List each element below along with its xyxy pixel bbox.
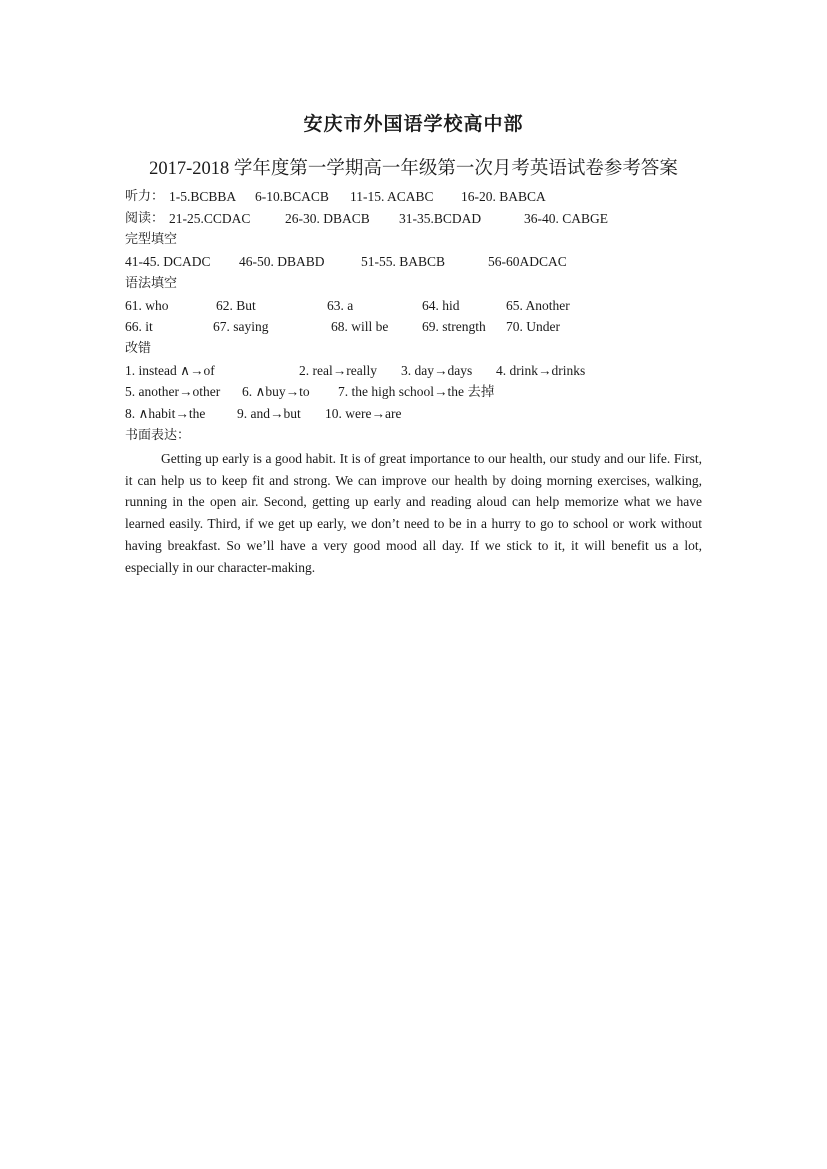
answer-group: 31-35.BCDAD (399, 211, 482, 226)
grammar-label: 语法填空 (125, 276, 178, 291)
correction-item: 2. real→really (299, 363, 377, 378)
answer-group: 41-45. DCADC (125, 254, 211, 269)
cloze-label: 完型填空 (125, 232, 178, 247)
answer-item: 66. it (125, 319, 153, 334)
correction-item: 9. and→but (237, 406, 301, 421)
answer-item: 70. Under (506, 319, 560, 334)
answer-group: 1-5.BCBBA (169, 189, 237, 204)
answer-group: 11-15. ACABC (350, 189, 434, 204)
correction-item: 1. instead ∧→of (125, 363, 215, 378)
correction-item: 7. the high school→the 去掉 (338, 384, 495, 399)
answer-item: 68. will be (331, 319, 389, 334)
answer-item: 64. hid (422, 298, 460, 313)
answer-group: 26-30. DBACB (285, 211, 370, 226)
exam-subtitle: 2017-2018 学年度第一学期高一年级第一次月考英语试卷参考答案 (149, 159, 678, 179)
school-title: 安庆市外国语学校高中部 (303, 113, 524, 135)
answer-group: 51-55. BABCB (361, 254, 446, 269)
listening-label: 听力： (125, 189, 165, 204)
answer-group: 6-10.BCACB (255, 189, 329, 204)
correction-item: 6. ∧buy→to (242, 384, 310, 399)
answer-group: 36-40. CABGE (524, 211, 608, 226)
correction-item: 8. ∧habit→the (125, 406, 206, 421)
correction-item: 10. were→are (325, 406, 402, 421)
answer-item: 69. strength (422, 319, 486, 334)
answer-group: 16-20. BABCA (461, 189, 546, 204)
answer-item: 67. saying (213, 319, 269, 334)
correction-item: 4. drink→drinks (496, 363, 586, 378)
reading-label: 阅读： (125, 211, 165, 226)
answer-item: 65. Another (506, 298, 570, 313)
answer-group: 46-50. DBABD (239, 254, 325, 269)
model-essay: Getting up early is a good habit. It is of great importance to our health, our study and our life. First, it can help us to keep fit and strong. We can improve our health by doing morning exercises, walking, running in the open air. Second, getting up early and reading aloud can help memorize what we have learned easily. Third, if we get up early, we don’t need to be in a hurry to go to school or work without having breakfast. So we’ll have a very good mood all day. If we stick to it, it will benefit us a lot, especially in our character-making. (125, 451, 702, 575)
correction-item: 5. another→other (125, 384, 221, 399)
correction-label: 改错 (125, 341, 152, 356)
answer-item: 63. a (327, 298, 354, 313)
answer-item: 62. But (216, 298, 256, 313)
writing-label: 书面表达： (125, 428, 191, 443)
answer-item: 61. who (125, 298, 169, 313)
answer-group: 21-25.CCDAC (169, 211, 251, 226)
correction-item: 3. day→days (401, 363, 473, 378)
answer-group: 56-60ADCAC (488, 254, 567, 269)
